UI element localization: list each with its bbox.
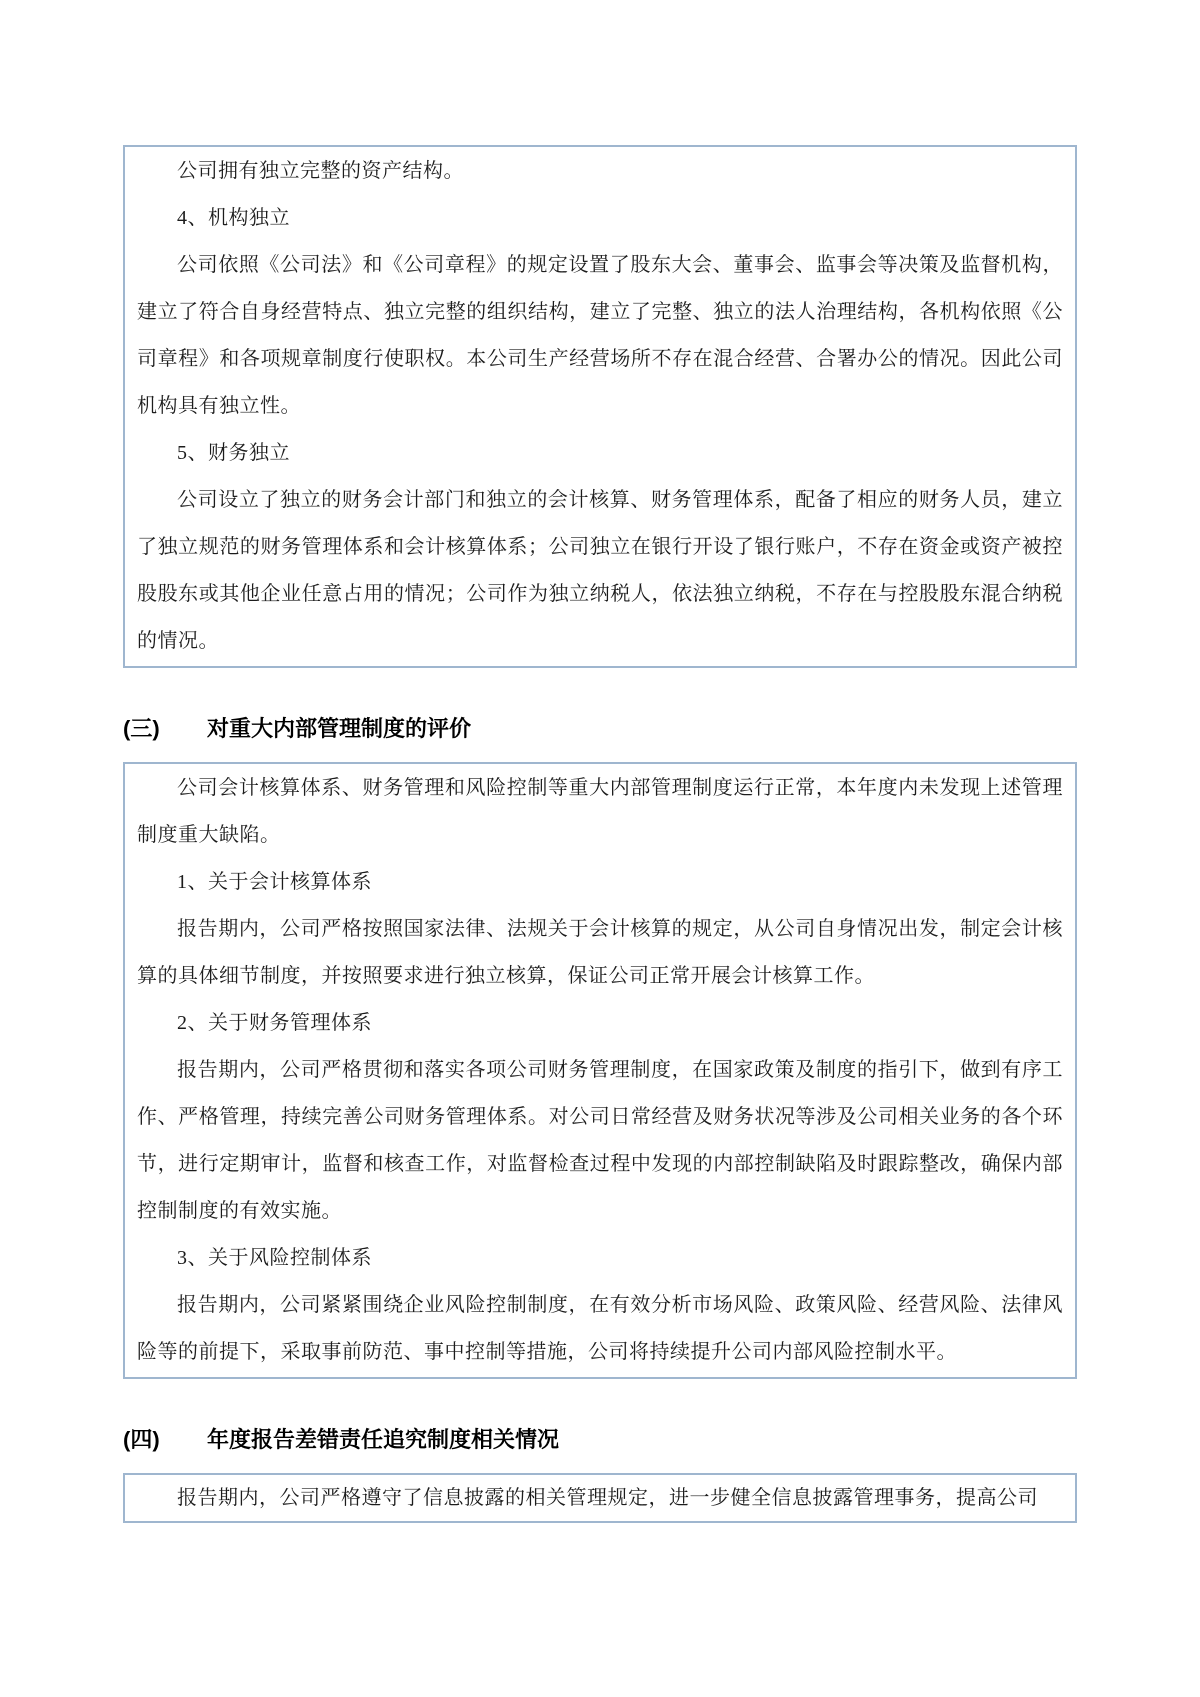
section-heading-3-number: (三)	[123, 716, 160, 741]
section-heading-4-number: (四)	[123, 1427, 160, 1452]
text-box-independence	[123, 145, 1077, 668]
subheading-financial-management-system: 2、关于财务管理体系	[177, 1012, 372, 1034]
subheading-risk-control-system: 3、关于风险控制体系	[177, 1247, 372, 1269]
text-box-error-accountability	[123, 1473, 1077, 1523]
paragraph-information-disclosure: 报告期内，公司严格遵守了信息披露的相关管理规定，进一步健全信息披露管理事务，提高公司	[177, 1487, 1038, 1509]
paragraph-financial-independence: 公司设立了独立的财务会计部门和独立的会计核算、财务管理体系，配备了相应的财务人员，建立了独立规范的财务管理体系和会计核算体系；公司独立在银行开设了银行账户，不存在资金或资产被控股股东或其他企业任意占用的情况；公司作为独立纳税人，依法独立纳税，不存在与控股股东混合纳税的情况。	[137, 489, 1063, 652]
text-box-internal-management-evaluation	[123, 762, 1077, 1379]
paragraph-risk-control-system: 报告期内，公司紧紧围绕企业风险控制制度，在有效分析市场风险、政策风险、经营风险、法律风险等的前提下，采取事前防范、事中控制等措施，公司将持续提升公司内部风险控制水平。	[137, 1294, 1063, 1363]
subheading-institutional-independence: 4、机构独立	[177, 207, 290, 229]
section-heading-4	[123, 1425, 1077, 1455]
paragraph-financial-management-system: 报告期内，公司严格贯彻和落实各项公司财务管理制度，在国家政策及制度的指引下，做到有序工作、严格管理，持续完善公司财务管理体系。对公司日常经营及财务状况等涉及公司相关业务的各个环节，进行定期审计，监督和核查工作，对监督检查过程中发现的内部控制缺陷及时跟踪整改，确保内部控制制度的有效实施。	[137, 1059, 1063, 1222]
paragraph-institutional-independence: 公司依照《公司法》和《公司章程》的规定设置了股东大会、董事会、监事会等决策及监督机构，建立了符合自身经营特点、独立完整的组织结构，建立了完整、独立的法人治理结构，各机构依照《公司章程》和各项规章制度行使职权。本公司生产经营场所不存在混合经营、合署办公的情况。因此公司机构具有独立性。	[137, 254, 1063, 417]
section-heading-3-title: 对重大内部管理制度的评价	[207, 716, 472, 741]
section-heading-4-title: 年度报告差错责任追究制度相关情况	[207, 1427, 560, 1452]
subheading-financial-independence: 5、财务独立	[177, 442, 290, 464]
paragraph-asset-structure: 公司拥有独立完整的资产结构。	[177, 160, 464, 182]
paragraph-internal-management-summary: 公司会计核算体系、财务管理和风险控制等重大内部管理制度运行正常，本年度内未发现上述管理制度重大缺陷。	[137, 777, 1063, 846]
document-page	[123, 0, 1077, 1523]
subheading-accounting-system: 1、关于会计核算体系	[177, 871, 372, 893]
section-heading-3	[123, 714, 1077, 744]
paragraph-accounting-system: 报告期内，公司严格按照国家法律、法规关于会计核算的规定，从公司自身情况出发，制定会计核算的具体细节制度，并按照要求进行独立核算，保证公司正常开展会计核算工作。	[137, 918, 1063, 987]
